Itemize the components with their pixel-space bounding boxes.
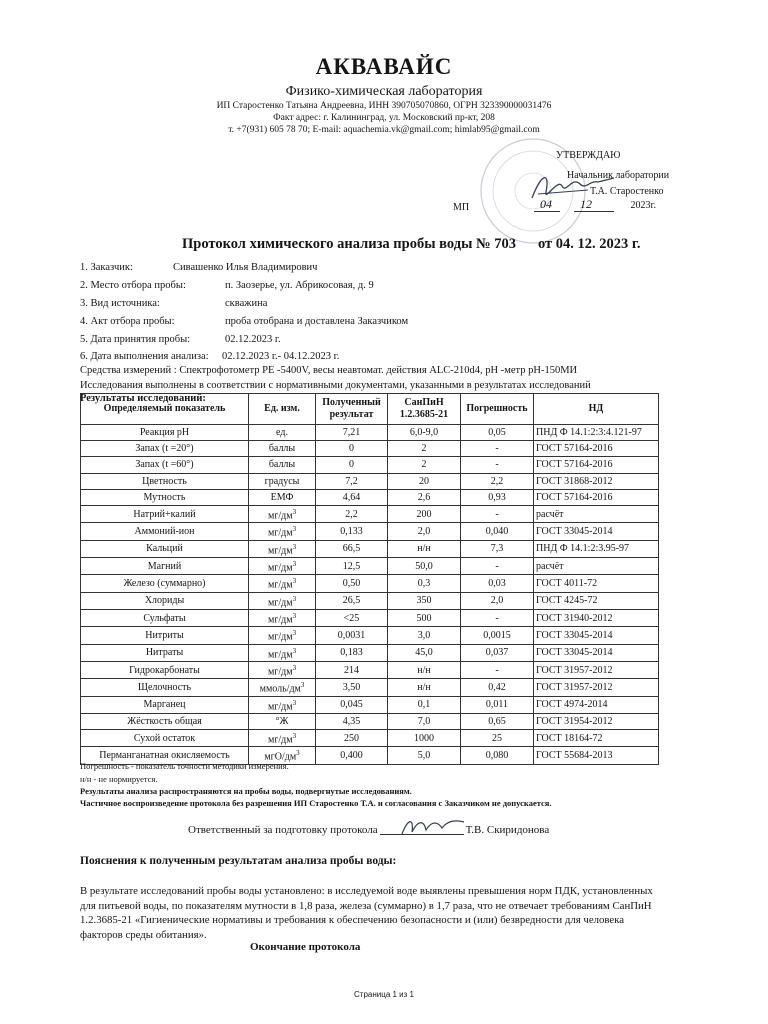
lab-brand-title: АКВАВАЙС <box>315 54 453 79</box>
result-cell: 0,183 <box>316 644 388 661</box>
nd-cell: ГОСТ 31868-2012 <box>534 473 659 489</box>
result-cell: 4,64 <box>316 489 388 505</box>
note-applies: Результаты анализа распространяются на пробы воды, подвергнутые исследованиям. <box>80 786 412 796</box>
unit-text: мг/дм <box>267 596 293 608</box>
table-row <box>81 730 659 747</box>
nd-cell: ГОСТ 55684-2013 <box>534 747 659 764</box>
indicator-cell: Реакция рН <box>81 425 249 441</box>
indicator-cell: Аммоний-ион <box>81 523 249 540</box>
indicator-cell: Магний <box>81 557 249 574</box>
result-cell: 0 <box>316 457 388 473</box>
unit-superscript: 3 <box>292 629 297 638</box>
unit-superscript: 3 <box>292 646 297 655</box>
unit-cell <box>249 523 316 540</box>
error-cell: 25 <box>461 730 534 747</box>
norm-cell: 0,3 <box>388 575 461 592</box>
unit-text: ммоль/дм <box>259 683 301 695</box>
info-instruments: Средства измерений : Спектрофотометр PE -5400V, весы неавтомат. действия ALC-210d4, pH -метр pH-150МИ <box>80 365 578 376</box>
unit-cell <box>249 425 316 441</box>
protocol-date: от 04. 12. 2023 г. <box>537 236 641 252</box>
result-cell: 0,045 <box>316 696 388 713</box>
norm-cell: 500 <box>388 609 461 626</box>
indicator-cell: Кальций <box>81 540 249 557</box>
result-cell: 2,2 <box>316 505 388 522</box>
norm-cell: н/н <box>388 661 461 678</box>
norm-cell: 6,0-9,0 <box>388 425 461 441</box>
unit-text: ЕМФ <box>270 491 294 503</box>
info-source-value: скважина <box>225 298 268 309</box>
norm-cell: 5,0 <box>388 747 461 764</box>
approval-month: 12 <box>580 197 592 211</box>
result-cell: 3,50 <box>316 679 388 696</box>
norm-cell: 7,0 <box>388 713 461 729</box>
indicator-cell: Сульфаты <box>81 609 249 626</box>
unit-cell <box>249 679 316 696</box>
nd-cell: ГОСТ 57164-2016 <box>534 489 659 505</box>
protocol-end: Окончание протокола <box>250 941 361 953</box>
table-row <box>81 575 659 592</box>
error-cell: 0,037 <box>461 644 534 661</box>
unit-superscript: 3 <box>292 507 297 516</box>
info-act-value: проба отобрана и доставлена Заказчиком <box>225 316 409 327</box>
unit-cell <box>249 696 316 713</box>
unit-superscript: 3 <box>292 594 297 603</box>
protocol-title <box>182 236 640 253</box>
unit-cell <box>249 627 316 644</box>
info-customer <box>80 262 318 273</box>
table-row <box>81 557 659 574</box>
approval-title: УТВЕРЖДАЮ <box>556 150 621 161</box>
unit-text: °Ж <box>275 715 289 727</box>
result-cell: 250 <box>316 730 388 747</box>
nd-cell: ГОСТ 31940-2012 <box>534 609 659 626</box>
error-cell: 0,040 <box>461 523 534 540</box>
nd-cell: ГОСТ 4011-72 <box>534 575 659 592</box>
table-header-row <box>81 394 659 425</box>
norm-cell: 350 <box>388 592 461 609</box>
indicator-cell: Нитриты <box>81 627 249 644</box>
norm-cell: 3,0 <box>388 627 461 644</box>
result-cell: 66,5 <box>316 540 388 557</box>
indicator-cell: Запах (t =60°) <box>81 457 249 473</box>
info-customer-value: Сивашенко Илья Владимирович <box>173 262 318 273</box>
result-cell: <25 <box>316 609 388 626</box>
unit-superscript: 3 <box>296 749 300 758</box>
indicator-cell: Жёсткость общая <box>81 713 249 729</box>
nd-cell: ГОСТ 4245-72 <box>534 592 659 609</box>
table-row <box>81 679 659 696</box>
explanation-title: Пояснения к полученным результатам анализа пробы воды: <box>80 855 397 867</box>
header-unit: Ед. изм. <box>249 394 316 425</box>
info-act <box>80 316 409 327</box>
table-row <box>81 505 659 522</box>
table-row <box>81 473 659 489</box>
error-cell: 0,42 <box>461 679 534 696</box>
table-row <box>81 540 659 557</box>
norm-cell: 2,0 <box>388 523 461 540</box>
result-cell: 0,50 <box>316 575 388 592</box>
error-cell: 0,65 <box>461 713 534 729</box>
unit-superscript: 3 <box>292 732 297 741</box>
table-row <box>81 441 659 457</box>
unit-text: мг/дм <box>267 614 293 626</box>
unit-text: баллы <box>268 459 296 471</box>
table-row <box>81 644 659 661</box>
result-cell: 0,0031 <box>316 627 388 644</box>
info-act-label: 4. Акт отбора пробы: <box>80 316 175 327</box>
error-cell: 0,0015 <box>461 627 534 644</box>
unit-superscript: 3 <box>292 611 297 620</box>
unit-cell <box>249 540 316 557</box>
error-cell: - <box>461 609 534 626</box>
unit-cell <box>249 713 316 729</box>
unit-text: мгО/дм <box>264 751 297 763</box>
unit-cell <box>249 609 316 626</box>
header-nd: НД <box>534 394 659 425</box>
info-accepted-label: 5. Дата принятия пробы: <box>80 334 191 345</box>
info-normative: Исследования выполнены в соответствии с нормативными документами, указанными в результатах исследований <box>80 380 591 391</box>
responsible-label: Ответственный за подготовку протокола <box>188 824 378 836</box>
norm-cell: н/н <box>388 679 461 696</box>
info-accepted <box>80 334 281 345</box>
header-error: Погрешность <box>461 394 534 425</box>
responsible-signature-icon <box>398 812 468 840</box>
result-cell: 214 <box>316 661 388 678</box>
unit-text: мг/дм <box>267 631 293 643</box>
unit-text: мг/дм <box>267 579 293 591</box>
table-row <box>81 609 659 626</box>
result-cell: 4,35 <box>316 713 388 729</box>
result-cell: 0,400 <box>316 747 388 764</box>
error-cell: - <box>461 661 534 678</box>
error-cell: 7,3 <box>461 540 534 557</box>
info-place <box>80 280 374 291</box>
indicator-cell: Сухой остаток <box>81 730 249 747</box>
table-row <box>81 661 659 678</box>
error-cell: 0,011 <box>461 696 534 713</box>
info-customer-label: 1. Заказчик: <box>80 262 133 273</box>
table-row <box>81 592 659 609</box>
unit-cell <box>249 557 316 574</box>
unit-cell <box>249 575 316 592</box>
norm-cell: 45,0 <box>388 644 461 661</box>
indicator-cell: Гидрокарбонаты <box>81 661 249 678</box>
approval-name: Т.А. Старостенко <box>590 186 664 197</box>
nd-cell: ГОСТ 33045-2014 <box>534 627 659 644</box>
unit-cell <box>249 505 316 522</box>
unit-superscript: 3 <box>292 663 297 672</box>
unit-superscript: 3 <box>292 577 297 586</box>
table-row <box>81 713 659 729</box>
table-row <box>81 523 659 540</box>
unit-cell <box>249 441 316 457</box>
nd-cell: расчёт <box>534 505 659 522</box>
indicator-cell: Щелочность <box>81 679 249 696</box>
unit-text: ед. <box>276 427 288 439</box>
unit-text: мг/дм <box>267 700 293 712</box>
results-title: Результаты исследований: <box>80 393 206 404</box>
indicator-cell: Цветность <box>81 473 249 489</box>
explanation-body: В результате исследований пробы воды установлено: в исследуемой воде выявлены превышения норм ПДК, установленных для питьевой воды, по показателям мутности в 1,8 раза, железа (суммарно) в 1,7 раза, что не отвечает требованиям СанПиН 1.2.3685-21 «Гигиенические нормативы и требования к обеспечению безопасности и (или) безвредности для человека факторов среды обитания». <box>80 885 653 941</box>
unit-text: мг/дм <box>267 648 293 660</box>
nd-cell: ГОСТ 4974-2014 <box>534 696 659 713</box>
error-cell: 2,0 <box>461 592 534 609</box>
results-table <box>80 393 659 765</box>
info-accepted-value: 02.12.2023 г. <box>225 334 281 345</box>
norm-cell: 2,6 <box>388 489 461 505</box>
nd-cell: расчёт <box>534 557 659 574</box>
error-cell: 0,93 <box>461 489 534 505</box>
table-row <box>81 627 659 644</box>
unit-text: мг/дм <box>267 527 293 539</box>
nd-cell: ПНД Ф 14.1:2:3.95-97 <box>534 540 659 557</box>
error-cell: - <box>461 505 534 522</box>
indicator-cell: Мутность <box>81 489 249 505</box>
info-place-value: п. Заозерье, ул. Абрикосовая, д. 9 <box>225 280 374 291</box>
error-cell: 0,080 <box>461 747 534 764</box>
nd-cell: ГОСТ 33045-2014 <box>534 644 659 661</box>
unit-text: мг/дм <box>267 666 293 678</box>
info-source <box>80 298 268 309</box>
norm-cell: 0,1 <box>388 696 461 713</box>
header-norm: СанПиН 1.2.3685-21 <box>388 394 461 425</box>
unit-superscript: 3 <box>292 525 297 534</box>
norm-cell: 1000 <box>388 730 461 747</box>
header-indicator: Определяемый показатель <box>81 394 249 425</box>
note-partial: Частичное воспроизведение протокола без разрешения ИП Старостенко Т.А. и согласования с Заказчиком не допускается. <box>80 798 552 808</box>
unit-text: мг/дм <box>267 510 293 522</box>
unit-cell <box>249 661 316 678</box>
unit-cell <box>249 730 316 747</box>
note-error: Погрешность - показатель точности методики измерения. <box>80 761 289 771</box>
note-nn: н/н - не нормируется. <box>80 774 158 784</box>
info-source-label: 3. Вид источника: <box>80 298 160 309</box>
approval-day: 04 <box>540 197 552 211</box>
unit-cell <box>249 644 316 661</box>
page-number: Страница 1 из 1 <box>354 990 414 999</box>
error-cell: 0,05 <box>461 425 534 441</box>
info-place-label: 2. Место отбора пробы: <box>80 280 186 291</box>
error-cell: 0,03 <box>461 575 534 592</box>
nd-cell: ПНД Ф 14.1:2:3:4.121-97 <box>534 425 659 441</box>
nd-cell: ГОСТ 31957-2012 <box>534 661 659 678</box>
lab-subtitle: Физико-химическая лаборатория <box>285 84 483 99</box>
norm-cell: 20 <box>388 473 461 489</box>
indicator-cell: Запах (t =20°) <box>81 441 249 457</box>
mp-mark: МП <box>453 202 470 213</box>
nd-cell: ГОСТ 57164-2016 <box>534 457 659 473</box>
nd-cell: ГОСТ 57164-2016 <box>534 441 659 457</box>
unit-text: мг/дм <box>267 544 293 556</box>
unit-text: баллы <box>268 443 296 455</box>
table-row <box>81 425 659 441</box>
unit-text: мг/дм <box>267 562 293 574</box>
error-cell: - <box>461 557 534 574</box>
indicator-cell: Железо (суммарно) <box>81 575 249 592</box>
result-cell: 26,5 <box>316 592 388 609</box>
error-cell: 2,2 <box>461 473 534 489</box>
nd-cell: ГОСТ 31954-2012 <box>534 713 659 729</box>
error-cell: - <box>461 457 534 473</box>
unit-cell <box>249 473 316 489</box>
info-performed <box>80 351 340 362</box>
result-cell: 12,5 <box>316 557 388 574</box>
responsible-name: Т.В. Скиридонова <box>465 824 550 836</box>
approval-year: 2023г. <box>630 200 656 211</box>
result-cell: 7,21 <box>316 425 388 441</box>
indicator-cell: Нитраты <box>81 644 249 661</box>
unit-superscript: 3 <box>292 542 297 551</box>
error-cell: - <box>461 441 534 457</box>
unit-superscript: 3 <box>292 559 297 568</box>
norm-cell: 2 <box>388 457 461 473</box>
result-cell: 7,2 <box>316 473 388 489</box>
table-row <box>81 457 659 473</box>
approval-date <box>524 197 656 212</box>
nd-cell: ГОСТ 18164-72 <box>534 730 659 747</box>
indicator-cell: Хлориды <box>81 592 249 609</box>
norm-cell: 200 <box>388 505 461 522</box>
lab-contacts: т. +7(931) 605 78 70; E-mail: aquachemia.vk@gmail.com; himlab95@gmail.com <box>228 125 540 135</box>
norm-cell: 50,0 <box>388 557 461 574</box>
result-cell: 0,133 <box>316 523 388 540</box>
norm-cell: 2 <box>388 441 461 457</box>
nd-cell: ГОСТ 31957-2012 <box>534 679 659 696</box>
unit-text: мг/дм <box>267 734 293 746</box>
approval-position: Начальник лаборатории <box>567 170 670 181</box>
unit-cell <box>249 457 316 473</box>
table-row <box>81 696 659 713</box>
norm-cell: н/н <box>388 540 461 557</box>
header-result: Полученный результат <box>316 394 388 425</box>
unit-superscript: 3 <box>300 681 305 690</box>
indicator-cell: Перманганатная окисляемость <box>81 747 249 764</box>
unit-superscript: 3 <box>292 698 297 707</box>
protocol-number-title: Протокол химического анализа пробы воды № 703 <box>182 236 516 252</box>
indicator-cell: Натрий+калий <box>81 505 249 522</box>
nd-cell: ГОСТ 33045-2014 <box>534 523 659 540</box>
unit-text: градусы <box>264 475 300 487</box>
unit-cell <box>249 592 316 609</box>
indicator-cell: Марганец <box>81 696 249 713</box>
table-row <box>81 489 659 505</box>
lab-requisites: ИП Старостенко Татьяна Андреевна, ИНН 390705070860, ОГРН 323390000031476 <box>216 101 552 111</box>
lab-address: Факт адрес: г. Калининград, ул. Московский пр-кт, 208 <box>273 113 495 123</box>
responsible-line <box>188 824 549 836</box>
info-performed-label: 6. Дата выполнения анализа: <box>80 351 209 362</box>
unit-cell <box>249 489 316 505</box>
result-cell: 0 <box>316 441 388 457</box>
info-performed-value: 02.12.2023 г.- 04.12.2023 г. <box>222 351 340 362</box>
